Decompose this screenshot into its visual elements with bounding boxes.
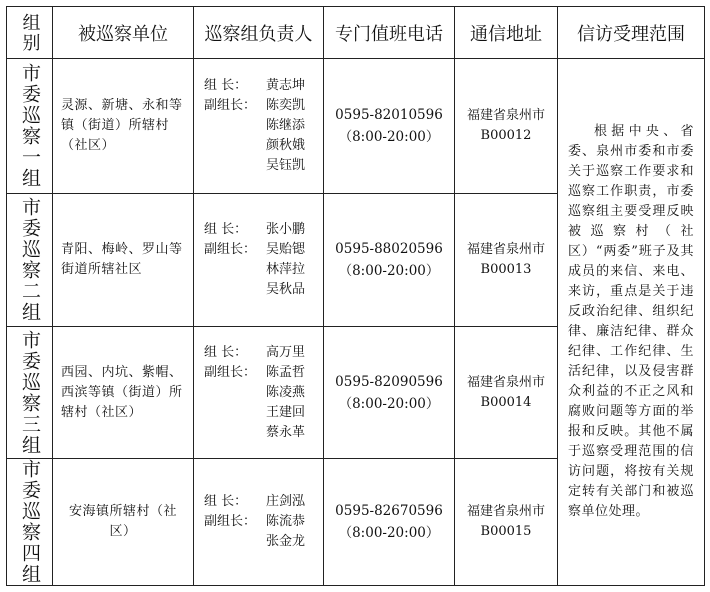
leader-name: 张小鹏 [266,222,306,237]
deputy-role: 副组长： [204,98,257,113]
phone-cell [324,194,455,327]
leader-cell [194,459,324,586]
leader-cell [194,59,324,194]
deputy-name: 张金龙 [266,534,306,549]
scope-cell: 根据中央、省委、泉州市委和市委关于巡察工作要求和巡察工作职责，市委巡察组主要受理反映被巡察村（社区）“两委”班子及其成员的来信、来电、来访，重点是关于违反政治纪律、组织纪律、廉洁纪律、群众纪律、工作纪律、生活纪律，以及侵害群众利益的不正之风和腐败问题等方面的举报和反映。其他不属于巡察受理范围的信访问题，将按有关规定转有关部门和被巡察单位处理。 [558,59,705,586]
phone-cell [324,459,455,586]
deputy-name: 陈继添 [266,118,306,133]
deputy-name: 陈奕凯 [266,98,306,113]
unit-cell: 西园、内坑、紫帽、西滨等镇（街道）所辖村（社区） [53,327,194,459]
deputy-name: 蔡永革 [266,424,306,440]
deputy-name: 陈凌燕 [266,384,306,400]
deputy-name: 颜秋娥 [266,138,306,153]
leader-role: 组 长： [204,344,248,360]
deputy-role: 副组长： [204,364,257,380]
deputy-name: 王建回 [266,404,306,420]
address-cell: 福建省泉州市B00013 [455,194,558,327]
phone-number: 0595-88020596 [335,241,443,257]
leader-role: 组 长： [204,78,248,93]
leader-role: 组 长： [204,494,248,509]
phone-hours: （8:00-20:00） [338,129,440,145]
group-cell: 市委巡察一组 [7,59,53,194]
phone-cell [324,59,455,194]
header-leader: 巡察组负责人 [194,7,324,59]
header-group: 组别 [7,7,53,59]
phone-hours: （8:00-20:00） [338,263,440,279]
deputy-name: 吴贻锶 [266,242,306,257]
inspection-table [6,6,705,586]
header-scope: 信访受理范围 [558,7,705,59]
leader-role: 组 长： [204,222,248,237]
leader-cell [194,327,324,459]
phone-number: 0595-82090596 [335,373,443,390]
deputy-role: 副组长： [204,514,257,529]
leader-name: 庄剑泓 [266,494,306,509]
group-cell: 市委巡察四组 [7,459,53,586]
unit-cell: 安海镇所辖村（社区） [53,459,194,586]
phone-number: 0595-82670596 [335,503,443,519]
group-cell: 市委巡察二组 [7,194,53,327]
leader-name: 黄志坤 [266,78,306,93]
address-cell: 福建省泉州市B00014 [455,327,558,459]
deputy-role: 副组长： [204,242,257,257]
deputy-name: 陈流恭 [266,514,306,529]
header-phone: 专门值班电话 [324,7,455,59]
phone-hours: （8:00-20:00） [338,395,440,412]
leader-name: 高万里 [266,344,306,360]
phone-hours: （8:00-20:00） [338,525,440,541]
address-cell: 福建省泉州市B00015 [455,459,558,586]
leader-cell [194,194,324,327]
deputy-name: 陈孟哲 [266,364,306,380]
header-address: 通信地址 [455,7,558,59]
group-cell: 市委巡察三组 [7,327,53,459]
phone-number: 0595-82010596 [335,107,443,123]
deputy-name: 林萍拉 [266,262,306,277]
table-row [7,59,705,194]
unit-cell: 灵源、新塘、永和等镇（街道）所辖村（社区） [53,59,194,194]
phone-cell [324,327,455,459]
deputy-name: 吴钰凯 [266,158,306,173]
deputy-name: 吴秋品 [266,282,306,297]
header-unit: 被巡察单位 [53,7,194,59]
header-row [7,7,705,59]
address-cell: 福建省泉州市B00012 [455,59,558,194]
unit-cell: 青阳、梅岭、罗山等街道所辖社区 [53,194,194,327]
